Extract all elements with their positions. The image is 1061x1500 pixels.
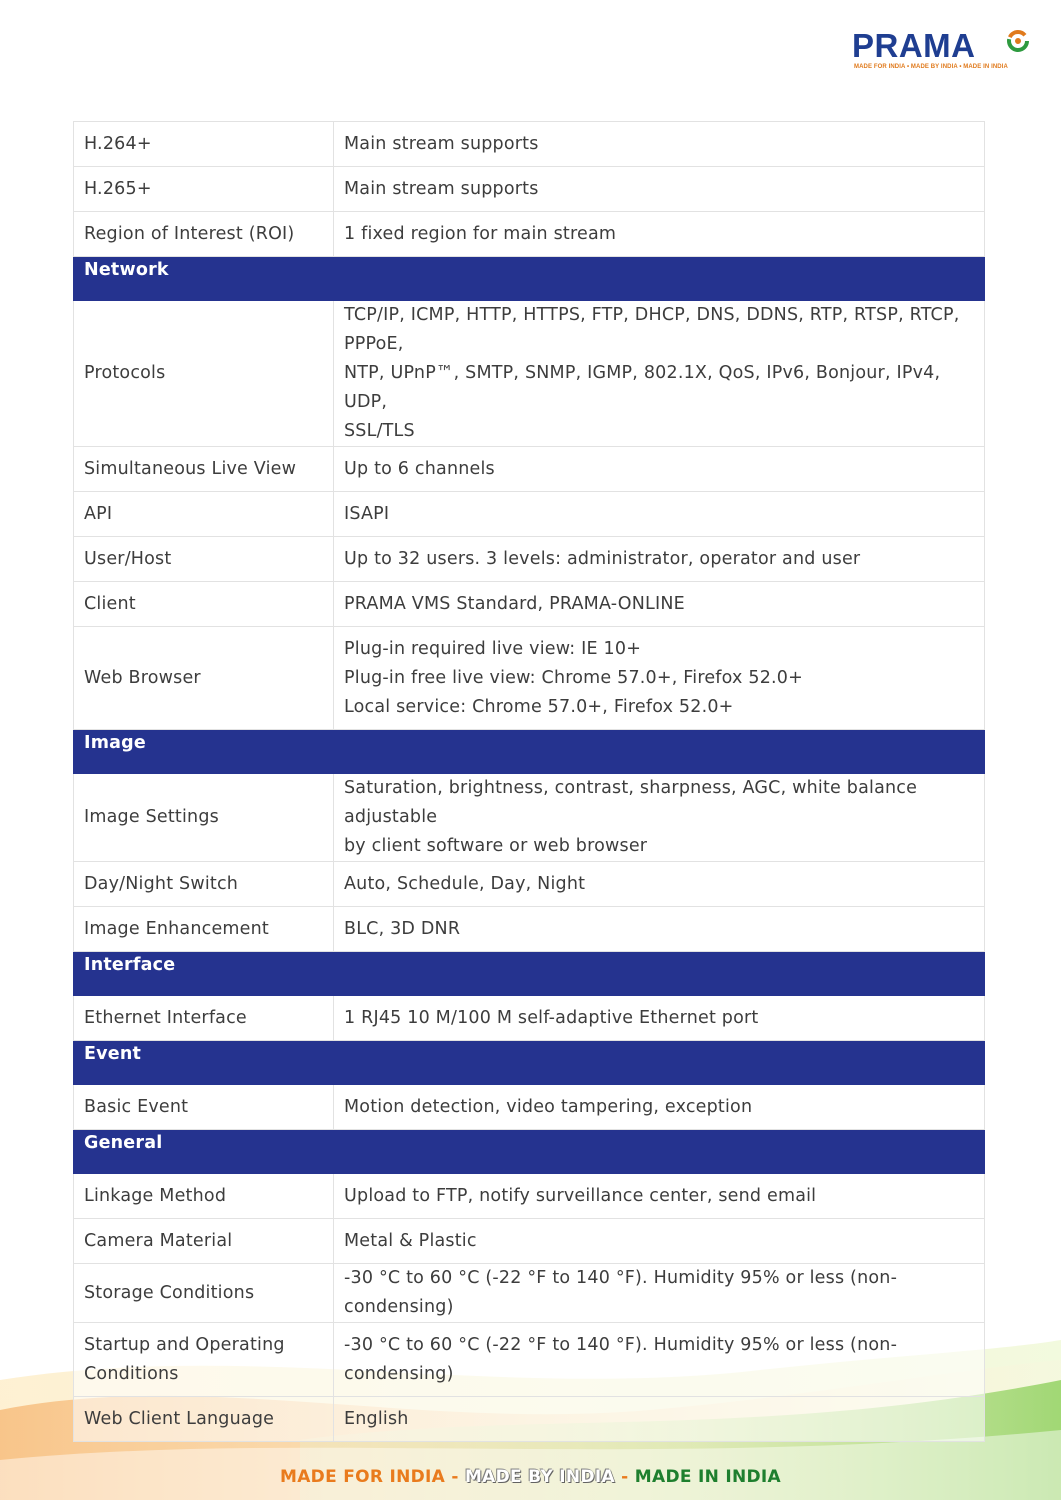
section-header-general (74, 1130, 985, 1174)
row-value: 1 RJ45 10 M/100 M self-adaptive Ethernet port (334, 996, 985, 1041)
row-label: Camera Material (74, 1219, 334, 1264)
row-value: -30 °C to 60 °C (-22 °F to 140 °F). Humidity 95% or less (non-condensing) (334, 1264, 985, 1323)
row-label: Image Settings (74, 774, 334, 862)
row-value: BLC, 3D DNR (334, 907, 985, 952)
table-row (74, 774, 985, 862)
table-row (74, 1085, 985, 1130)
footer-separator: - (445, 1467, 465, 1487)
section-header-interface (74, 952, 985, 996)
row-label: H.264+ (74, 122, 334, 167)
row-label: Protocols (74, 301, 334, 447)
value-line: TCP/IP, ICMP, HTTP, HTTPS, FTP, DHCP, DNS, DDNS, RTP, RTSP, RTCP, PPPoE, (344, 305, 960, 354)
table-row (74, 212, 985, 257)
label-line: Conditions (84, 1363, 179, 1384)
spec-table (73, 121, 985, 1442)
value-line: Local service: Chrome 57.0+, Firefox 52.0+ (344, 696, 734, 717)
table-row (74, 862, 985, 907)
row-label: Web Client Language (74, 1397, 334, 1442)
row-value (334, 301, 985, 447)
row-label: Linkage Method (74, 1174, 334, 1219)
prama-logo (852, 26, 1032, 78)
value-line: NTP, UPnP™, SMTP, SNMP, IGMP, 802.1X, QoS, IPv6, Bonjour, IPv4, UDP, (344, 363, 941, 412)
row-value: 1 fixed region for main stream (334, 212, 985, 257)
footer-separator: - (614, 1467, 635, 1487)
row-label: Basic Event (74, 1085, 334, 1130)
row-label: API (74, 492, 334, 537)
table-row (74, 122, 985, 167)
row-value: -30 °C to 60 °C (-22 °F to 140 °F). Humidity 95% or less (non-condensing) (334, 1323, 985, 1397)
section-title: Event (84, 1044, 142, 1064)
table-row (74, 627, 985, 730)
value-line: Saturation, brightness, contrast, sharpness, AGC, white balance adjustable (344, 778, 918, 827)
logo-wordmark: PRAMA (852, 27, 976, 64)
logo-swoosh-icon (1005, 28, 1031, 54)
row-label: Day/Night Switch (74, 862, 334, 907)
row-label: Client (74, 582, 334, 627)
table-row (74, 996, 985, 1041)
row-value: Motion detection, video tampering, exception (334, 1085, 985, 1130)
section-title: Image (84, 733, 146, 753)
row-label (74, 1323, 334, 1397)
row-value: Main stream supports (334, 122, 985, 167)
section-title: Network (84, 260, 169, 280)
footer-tagline (0, 1467, 1061, 1487)
row-label: User/Host (74, 537, 334, 582)
row-value: English (334, 1397, 985, 1442)
row-value: ISAPI (334, 492, 985, 537)
value-line: Plug-in required live view: IE 10+ (344, 638, 642, 659)
row-label: H.265+ (74, 167, 334, 212)
table-row (74, 907, 985, 952)
row-value: Main stream supports (334, 167, 985, 212)
row-label: Simultaneous Live View (74, 447, 334, 492)
table-row (74, 1264, 985, 1323)
row-value: Up to 6 channels (334, 447, 985, 492)
section-header-event (74, 1041, 985, 1085)
table-row (74, 167, 985, 212)
table-row (74, 1174, 985, 1219)
row-label: Ethernet Interface (74, 996, 334, 1041)
row-value: Upload to FTP, notify surveillance center, send email (334, 1174, 985, 1219)
row-label: Region of Interest (ROI) (74, 212, 334, 257)
table-row (74, 582, 985, 627)
row-value: Metal & Plastic (334, 1219, 985, 1264)
row-value: PRAMA VMS Standard, PRAMA-ONLINE (334, 582, 985, 627)
table-row (74, 492, 985, 537)
table-row (74, 537, 985, 582)
table-row (74, 1323, 985, 1397)
row-value (334, 627, 985, 730)
footer-made-for-india: MADE FOR INDIA (280, 1467, 446, 1487)
row-value: Auto, Schedule, Day, Night (334, 862, 985, 907)
section-title: General (84, 1133, 163, 1153)
footer-made-by-india: MADE BY INDIA (464, 1467, 615, 1487)
logo-tagline: MADE FOR INDIA • MADE BY INDIA • MADE IN INDIA (854, 64, 1008, 70)
row-value (334, 774, 985, 862)
section-header-network (74, 257, 985, 301)
footer-made-in-india: MADE IN INDIA (634, 1467, 781, 1487)
row-label: Web Browser (74, 627, 334, 730)
label-line: Startup and Operating (84, 1334, 285, 1355)
section-header-image (74, 730, 985, 774)
table-row (74, 1397, 985, 1442)
value-line: SSL/TLS (344, 421, 415, 441)
value-line: Plug-in free live view: Chrome 57.0+, Firefox 52.0+ (344, 667, 803, 688)
row-label: Storage Conditions (74, 1264, 334, 1323)
table-row (74, 447, 985, 492)
section-title: Interface (84, 955, 176, 975)
value-line: by client software or web browser (344, 836, 648, 856)
row-label: Image Enhancement (74, 907, 334, 952)
table-row (74, 301, 985, 447)
row-value: Up to 32 users. 3 levels: administrator, operator and user (334, 537, 985, 582)
table-row (74, 1219, 985, 1264)
